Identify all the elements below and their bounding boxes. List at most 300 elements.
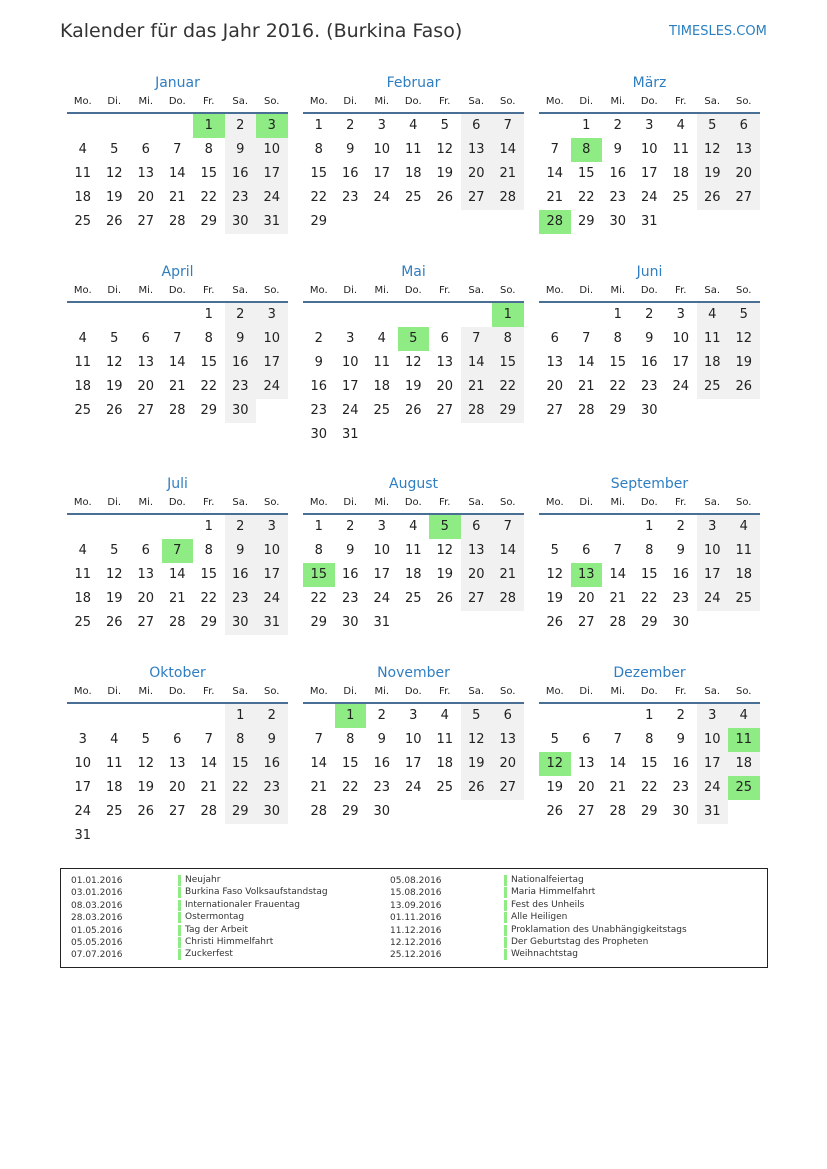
weekday-label: Do. bbox=[404, 497, 422, 508]
day-cell: 24 bbox=[341, 403, 359, 418]
day-cell: 27 bbox=[577, 804, 595, 819]
day-cell: 24 bbox=[373, 591, 391, 606]
day-cell: 13 bbox=[461, 539, 493, 563]
day-cell: 21 bbox=[200, 780, 218, 795]
weekday-header bbox=[539, 684, 760, 699]
holiday-date: 03.01.2016 bbox=[71, 888, 123, 899]
day-cell: 17 bbox=[404, 756, 422, 771]
weekday-label: Do. bbox=[168, 686, 186, 697]
day-cell: 15 bbox=[310, 166, 328, 181]
day-cell: 9 bbox=[346, 142, 355, 157]
weekday-label: Sa. bbox=[232, 497, 249, 508]
day-cell: 5 bbox=[110, 543, 119, 558]
day-cell: 13 bbox=[492, 728, 524, 752]
day-cell: 22 bbox=[310, 190, 328, 205]
day-cell: 11 bbox=[697, 327, 729, 351]
holiday-name: Fest des Unheils bbox=[504, 900, 584, 911]
weekday-label: Mi. bbox=[374, 285, 390, 296]
day-cell: 22 bbox=[200, 190, 218, 205]
day-cell: 24 bbox=[697, 776, 729, 800]
day-cell: 9 bbox=[225, 138, 257, 162]
day-cell: 2 bbox=[346, 118, 355, 133]
day-cell: 26 bbox=[728, 375, 760, 399]
day-cell: 2 bbox=[613, 118, 622, 133]
day-cell: 18 bbox=[105, 780, 123, 795]
day-cell: 11 bbox=[436, 732, 454, 747]
weekday-label: Fr. bbox=[675, 686, 687, 697]
day-cell: 13 bbox=[461, 138, 493, 162]
day-grid bbox=[303, 114, 524, 234]
day-cell: 16 bbox=[341, 166, 359, 181]
weekday-label: Do. bbox=[640, 497, 658, 508]
weekday-label: Mo. bbox=[73, 686, 92, 697]
weekday-label: Do. bbox=[640, 96, 658, 107]
empty-cell bbox=[99, 114, 131, 138]
day-grid bbox=[539, 114, 760, 234]
day-cell: 20 bbox=[577, 591, 595, 606]
weekday-label: Di. bbox=[579, 96, 594, 107]
day-cell: 21 bbox=[609, 591, 627, 606]
month-title: September bbox=[610, 476, 689, 492]
day-cell: 11 bbox=[74, 567, 92, 582]
day-cell: 22 bbox=[200, 379, 218, 394]
holiday-name: Weihnachtstag bbox=[504, 949, 578, 960]
day-cell: 23 bbox=[373, 780, 391, 795]
holiday-name: Internationaler Frauentag bbox=[178, 900, 300, 911]
day-cell: 9 bbox=[645, 331, 654, 346]
day-cell: 21 bbox=[461, 375, 493, 399]
day-cell: 5 bbox=[550, 543, 559, 558]
empty-cell bbox=[67, 704, 99, 728]
day-cell: 19 bbox=[137, 780, 155, 795]
day-cell: 10 bbox=[74, 756, 92, 771]
day-cell: 1 bbox=[645, 519, 654, 534]
day-cell: 28 bbox=[609, 615, 627, 630]
day-cell: 20 bbox=[728, 162, 760, 186]
holiday-day-cell: 13 bbox=[571, 563, 603, 587]
weekday-label: Mi. bbox=[374, 497, 390, 508]
day-cell: 19 bbox=[461, 752, 493, 776]
day-cell: 24 bbox=[640, 190, 658, 205]
empty-cell bbox=[602, 704, 634, 728]
holiday-day-cell: 11 bbox=[728, 728, 760, 752]
day-cell: 18 bbox=[74, 379, 92, 394]
day-cell: 19 bbox=[105, 379, 123, 394]
weekday-label: Di. bbox=[579, 686, 594, 697]
weekday-label: Di. bbox=[107, 497, 122, 508]
day-cell: 9 bbox=[256, 728, 288, 752]
day-cell: 6 bbox=[492, 704, 524, 728]
weekday-label: Mi. bbox=[610, 497, 626, 508]
day-cell: 13 bbox=[546, 355, 564, 370]
day-cell: 25 bbox=[74, 615, 92, 630]
weekday-label: Mi. bbox=[610, 686, 626, 697]
day-cell: 2 bbox=[256, 704, 288, 728]
day-cell: 23 bbox=[672, 780, 690, 795]
day-cell: 10 bbox=[256, 138, 288, 162]
day-cell: 11 bbox=[105, 756, 123, 771]
day-cell: 3 bbox=[346, 331, 355, 346]
weekday-header bbox=[67, 684, 288, 699]
weekday-label: Sa. bbox=[232, 686, 249, 697]
holiday-date: 11.12.2016 bbox=[390, 925, 442, 936]
day-cell: 27 bbox=[137, 615, 155, 630]
weekday-label: Mi. bbox=[138, 285, 154, 296]
weekday-label: Fr. bbox=[675, 96, 687, 107]
month-september bbox=[539, 473, 760, 635]
weekday-label: Di. bbox=[579, 497, 594, 508]
day-cell: 8 bbox=[225, 728, 257, 752]
day-cell: 7 bbox=[550, 142, 559, 157]
weekday-label: Do. bbox=[404, 285, 422, 296]
day-cell: 15 bbox=[640, 756, 658, 771]
day-cell: 10 bbox=[672, 331, 690, 346]
day-cell: 18 bbox=[697, 351, 729, 375]
day-cell: 20 bbox=[546, 379, 564, 394]
day-cell: 21 bbox=[492, 563, 524, 587]
day-cell: 30 bbox=[341, 615, 359, 630]
holiday-date: 13.09.2016 bbox=[390, 900, 442, 911]
day-cell: 1 bbox=[314, 118, 323, 133]
day-cell: 26 bbox=[105, 403, 123, 418]
holiday-name: Burkina Faso Volksaufstandstag bbox=[178, 887, 328, 898]
holiday-day-cell: 8 bbox=[571, 138, 603, 162]
holiday-name: Nationalfeiertag bbox=[504, 875, 584, 886]
day-cell: 29 bbox=[640, 804, 658, 819]
holiday-day-cell: 1 bbox=[193, 114, 225, 138]
day-cell: 22 bbox=[492, 375, 524, 399]
empty-cell bbox=[162, 114, 194, 138]
day-cell: 30 bbox=[609, 214, 627, 229]
weekday-label: Di. bbox=[579, 285, 594, 296]
day-cell: 5 bbox=[550, 732, 559, 747]
day-cell: 8 bbox=[645, 732, 654, 747]
day-cell: 15 bbox=[609, 355, 627, 370]
day-cell: 30 bbox=[672, 804, 690, 819]
day-cell: 3 bbox=[697, 515, 729, 539]
day-cell: 11 bbox=[404, 543, 422, 558]
day-grid bbox=[303, 704, 524, 824]
day-cell: 6 bbox=[141, 142, 150, 157]
day-cell: 8 bbox=[613, 331, 622, 346]
day-cell: 7 bbox=[492, 114, 524, 138]
day-cell: 4 bbox=[78, 543, 87, 558]
day-cell: 29 bbox=[310, 214, 328, 229]
holiday-name: Christi Himmelfahrt bbox=[178, 937, 273, 948]
day-cell: 5 bbox=[697, 114, 729, 138]
holiday-day-cell: 15 bbox=[303, 563, 335, 587]
day-cell: 12 bbox=[137, 756, 155, 771]
day-cell: 1 bbox=[582, 118, 591, 133]
weekday-label: Mi. bbox=[374, 686, 390, 697]
day-cell: 21 bbox=[546, 190, 564, 205]
empty-cell bbox=[461, 303, 493, 327]
day-cell: 9 bbox=[346, 543, 355, 558]
day-cell: 24 bbox=[697, 587, 729, 611]
weekday-label: Fr. bbox=[203, 497, 215, 508]
weekday-label: Sa. bbox=[232, 285, 249, 296]
day-cell: 6 bbox=[440, 331, 449, 346]
month-title: November bbox=[377, 665, 450, 681]
day-cell: 14 bbox=[168, 567, 186, 582]
day-cell: 29 bbox=[577, 214, 595, 229]
day-cell: 19 bbox=[728, 351, 760, 375]
brand-link[interactable]: TIMESLES.COM bbox=[669, 24, 767, 39]
holiday-name: Maria Himmelfahrt bbox=[504, 887, 595, 898]
holiday-day-cell: 5 bbox=[398, 327, 430, 351]
weekday-label: Mo. bbox=[309, 96, 328, 107]
day-cell: 13 bbox=[137, 166, 155, 181]
day-cell: 7 bbox=[314, 732, 323, 747]
holiday-day-cell: 1 bbox=[492, 303, 524, 327]
empty-cell bbox=[539, 114, 571, 138]
day-cell: 28 bbox=[168, 615, 186, 630]
day-cell: 21 bbox=[168, 591, 186, 606]
day-cell: 23 bbox=[609, 190, 627, 205]
weekday-label: Di. bbox=[107, 686, 122, 697]
day-cell: 27 bbox=[168, 804, 186, 819]
day-cell: 30 bbox=[225, 611, 257, 635]
day-cell: 26 bbox=[461, 776, 493, 800]
day-grid bbox=[539, 704, 760, 824]
day-cell: 18 bbox=[74, 190, 92, 205]
weekday-label: Sa. bbox=[704, 96, 721, 107]
day-cell: 17 bbox=[256, 351, 288, 375]
day-cell: 14 bbox=[492, 138, 524, 162]
month-title: April bbox=[161, 264, 194, 280]
day-cell: 24 bbox=[256, 186, 288, 210]
day-cell: 18 bbox=[404, 166, 422, 181]
weekday-label: So. bbox=[264, 497, 280, 508]
day-cell: 25 bbox=[373, 403, 391, 418]
day-cell: 7 bbox=[173, 331, 182, 346]
day-grid bbox=[303, 515, 524, 635]
empty-cell bbox=[539, 303, 571, 327]
day-cell: 5 bbox=[141, 732, 150, 747]
day-cell: 20 bbox=[577, 780, 595, 795]
holiday-name: Zuckerfest bbox=[178, 949, 233, 960]
holiday-date: 28.03.2016 bbox=[71, 913, 123, 924]
day-cell: 17 bbox=[341, 379, 359, 394]
day-cell: 14 bbox=[168, 355, 186, 370]
day-cell: 23 bbox=[341, 190, 359, 205]
day-cell: 10 bbox=[697, 539, 729, 563]
day-cell: 25 bbox=[436, 780, 454, 795]
day-cell: 28 bbox=[492, 587, 524, 611]
day-grid bbox=[539, 515, 760, 635]
day-cell: 4 bbox=[409, 118, 418, 133]
day-cell: 11 bbox=[74, 166, 92, 181]
day-grid bbox=[539, 303, 760, 423]
day-cell: 6 bbox=[582, 732, 591, 747]
day-cell: 1 bbox=[204, 307, 213, 322]
weekday-header bbox=[67, 94, 288, 109]
day-cell: 8 bbox=[645, 543, 654, 558]
day-cell: 27 bbox=[461, 186, 493, 210]
day-cell: 13 bbox=[436, 355, 454, 370]
day-cell: 2 bbox=[645, 307, 654, 322]
day-grid bbox=[67, 704, 288, 848]
holiday-name: Ostermontag bbox=[178, 912, 244, 923]
day-cell: 23 bbox=[341, 591, 359, 606]
day-cell: 26 bbox=[137, 804, 155, 819]
day-cell: 28 bbox=[492, 186, 524, 210]
day-cell: 25 bbox=[404, 591, 422, 606]
empty-cell bbox=[130, 114, 162, 138]
day-cell: 16 bbox=[672, 567, 690, 582]
day-cell: 25 bbox=[404, 190, 422, 205]
day-cell: 22 bbox=[640, 591, 658, 606]
day-cell: 16 bbox=[640, 355, 658, 370]
day-cell: 7 bbox=[204, 732, 213, 747]
day-cell: 23 bbox=[310, 403, 328, 418]
weekday-label: Mi. bbox=[138, 686, 154, 697]
day-cell: 28 bbox=[310, 804, 328, 819]
holiday-date: 07.07.2016 bbox=[71, 950, 123, 961]
day-cell: 23 bbox=[672, 591, 690, 606]
day-cell: 28 bbox=[200, 804, 218, 819]
weekday-label: Fr. bbox=[675, 497, 687, 508]
day-cell: 3 bbox=[256, 515, 288, 539]
day-cell: 7 bbox=[582, 331, 591, 346]
weekday-label: Mi. bbox=[610, 96, 626, 107]
day-cell: 17 bbox=[256, 563, 288, 587]
day-cell: 4 bbox=[409, 519, 418, 534]
day-cell: 11 bbox=[373, 355, 391, 370]
day-cell: 14 bbox=[310, 756, 328, 771]
month-juli bbox=[67, 473, 288, 635]
weekday-label: Fr. bbox=[439, 497, 451, 508]
day-cell: 28 bbox=[577, 403, 595, 418]
day-cell: 20 bbox=[461, 563, 493, 587]
empty-cell bbox=[162, 303, 194, 327]
empty-cell bbox=[335, 303, 367, 327]
day-cell: 26 bbox=[404, 403, 422, 418]
day-cell: 6 bbox=[550, 331, 559, 346]
day-cell: 20 bbox=[461, 162, 493, 186]
empty-cell bbox=[162, 704, 194, 728]
day-cell: 21 bbox=[492, 162, 524, 186]
weekday-label: Sa. bbox=[704, 686, 721, 697]
day-grid bbox=[67, 114, 288, 234]
day-cell: 11 bbox=[404, 142, 422, 157]
day-cell: 31 bbox=[341, 427, 359, 442]
holiday-name: Proklamation des Unabhängigkeitstags bbox=[504, 925, 687, 936]
weekday-label: So. bbox=[500, 686, 516, 697]
empty-cell bbox=[67, 303, 99, 327]
month-mai bbox=[303, 261, 524, 447]
day-grid bbox=[67, 303, 288, 423]
day-cell: 8 bbox=[314, 543, 323, 558]
weekday-header bbox=[539, 495, 760, 510]
day-cell: 17 bbox=[74, 780, 92, 795]
day-cell: 15 bbox=[577, 166, 595, 181]
empty-cell bbox=[67, 515, 99, 539]
day-cell: 29 bbox=[609, 403, 627, 418]
weekday-label: So. bbox=[264, 686, 280, 697]
holiday-date: 05.08.2016 bbox=[390, 876, 442, 886]
day-cell: 2 bbox=[225, 515, 257, 539]
day-cell: 21 bbox=[168, 190, 186, 205]
weekday-label: Do. bbox=[404, 686, 422, 697]
month-juni bbox=[539, 261, 760, 423]
day-cell: 30 bbox=[310, 427, 328, 442]
day-cell: 12 bbox=[436, 142, 454, 157]
weekday-label: Fr. bbox=[439, 285, 451, 296]
holiday-name: Tag der Arbeit bbox=[178, 925, 248, 936]
day-cell: 6 bbox=[141, 543, 150, 558]
day-cell: 6 bbox=[461, 114, 493, 138]
weekday-label: Sa. bbox=[468, 497, 485, 508]
day-cell: 28 bbox=[461, 399, 493, 423]
day-cell: 7 bbox=[613, 732, 622, 747]
day-cell: 10 bbox=[256, 539, 288, 563]
empty-cell bbox=[366, 303, 398, 327]
day-cell: 16 bbox=[609, 166, 627, 181]
weekday-label: Sa. bbox=[704, 285, 721, 296]
day-cell: 16 bbox=[225, 563, 257, 587]
day-cell: 13 bbox=[728, 138, 760, 162]
holiday-day-cell: 1 bbox=[335, 704, 367, 728]
weekday-label: Sa. bbox=[468, 285, 485, 296]
day-cell: 4 bbox=[78, 331, 87, 346]
day-cell: 14 bbox=[577, 355, 595, 370]
day-cell: 23 bbox=[256, 776, 288, 800]
empty-cell bbox=[193, 704, 225, 728]
day-cell: 25 bbox=[672, 190, 690, 205]
weekday-label: Mo. bbox=[545, 686, 564, 697]
weekday-label: Fr. bbox=[439, 96, 451, 107]
weekday-label: Mo. bbox=[309, 497, 328, 508]
weekday-label: Mo. bbox=[73, 96, 92, 107]
day-cell: 26 bbox=[697, 186, 729, 210]
weekday-label: Do. bbox=[640, 285, 658, 296]
weekday-label: So. bbox=[264, 96, 280, 107]
day-cell: 26 bbox=[546, 615, 564, 630]
day-cell: 28 bbox=[168, 214, 186, 229]
weekday-label: Mi. bbox=[374, 96, 390, 107]
day-cell: 18 bbox=[373, 379, 391, 394]
day-cell: 21 bbox=[168, 379, 186, 394]
weekday-label: Di. bbox=[343, 285, 358, 296]
day-cell: 4 bbox=[697, 303, 729, 327]
holiday-date: 08.03.2016 bbox=[71, 900, 123, 911]
day-cell: 14 bbox=[492, 539, 524, 563]
day-cell: 27 bbox=[728, 186, 760, 210]
day-cell: 29 bbox=[341, 804, 359, 819]
day-cell: 8 bbox=[492, 327, 524, 351]
day-cell: 1 bbox=[314, 519, 323, 534]
day-cell: 29 bbox=[640, 615, 658, 630]
day-cell: 24 bbox=[256, 375, 288, 399]
day-cell: 15 bbox=[492, 351, 524, 375]
weekday-label: Di. bbox=[107, 285, 122, 296]
weekday-label: Mo. bbox=[545, 497, 564, 508]
day-cell: 30 bbox=[373, 804, 391, 819]
day-cell: 22 bbox=[609, 379, 627, 394]
empty-cell bbox=[67, 114, 99, 138]
month-märz bbox=[539, 72, 760, 234]
weekday-label: Do. bbox=[404, 96, 422, 107]
weekday-header bbox=[303, 495, 524, 510]
empty-cell bbox=[398, 303, 430, 327]
day-grid bbox=[67, 515, 288, 635]
day-cell: 4 bbox=[377, 331, 386, 346]
day-cell: 10 bbox=[697, 728, 729, 752]
day-cell: 19 bbox=[697, 162, 729, 186]
empty-cell bbox=[162, 515, 194, 539]
day-cell: 26 bbox=[436, 591, 454, 606]
